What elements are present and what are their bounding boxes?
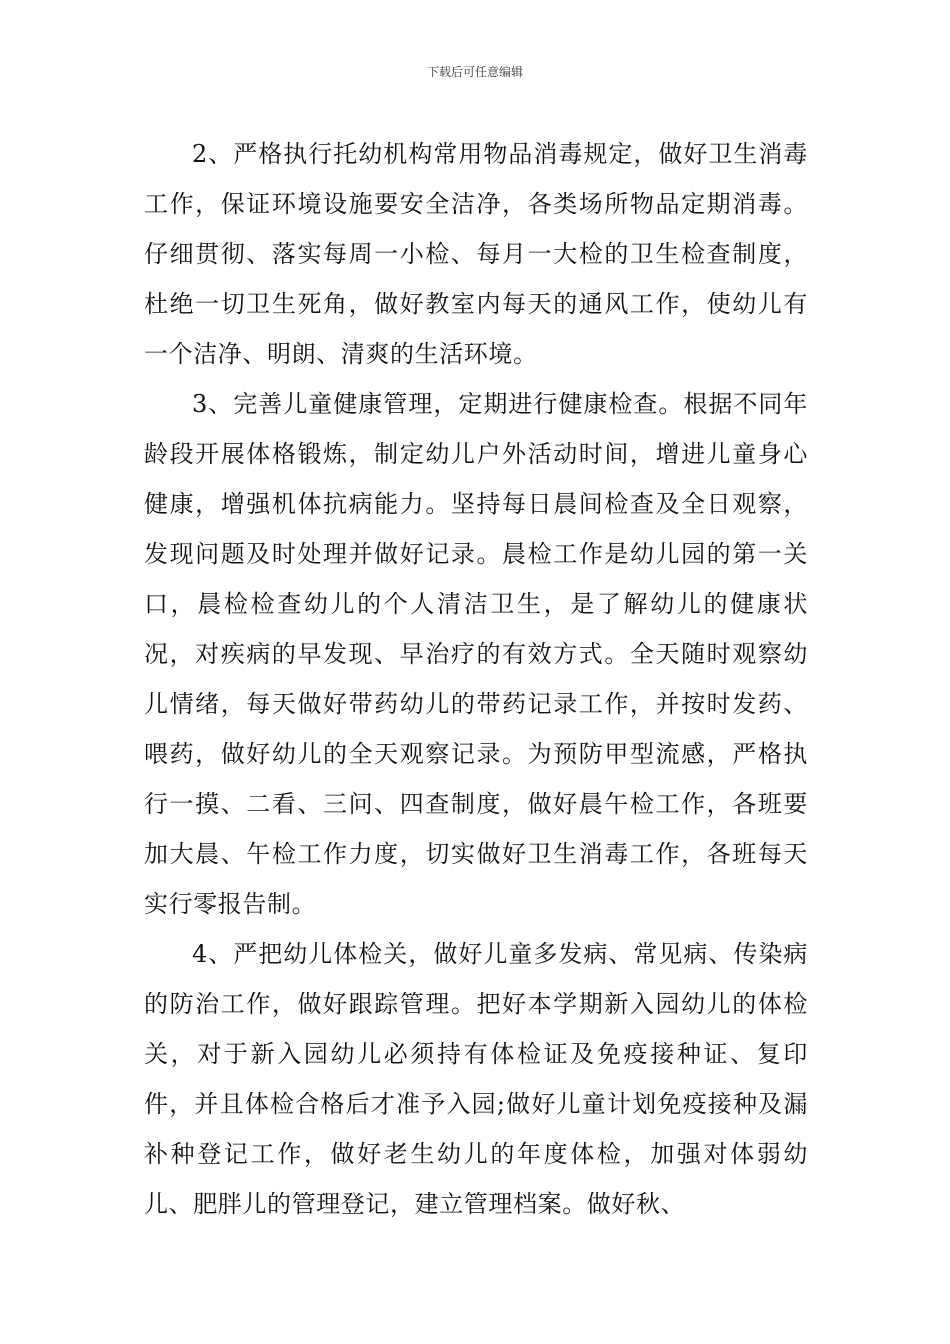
document-body xyxy=(144,129,808,1229)
header-note: 下载后可任意编辑 xyxy=(426,65,523,79)
paragraph-item-4: 4、严把幼儿体检关，做好儿童多发病、常见病、传染病的防治工作，做好跟踪管理。把好本学期新入园幼儿的体检关，对于新入园幼儿必须持有体检证及免疫接种证、复印件，并且体检合格后才准予入园;做好儿童计划免疫接种及漏补种登记工作，做好老生幼儿的年度体检，加强对体弱幼儿、肥胖儿的管理登记，建立管理档案。做好秋、 xyxy=(144,940,808,1218)
paragraph-item-2: 2、严格执行托幼机构常用物品消毒规定，做好卫生消毒工作，保证环境设施要安全洁净，各类场所物品定期消毒。仔细贯彻、落实每周一小检、每月一大检的卫生检查制度，杜绝一切卫生死角，做好教室内每天的通风工作，使幼儿有一个洁净、明朗、清爽的生活环境。 xyxy=(144,140,808,368)
paragraph-item-3: 3、完善儿童健康管理，定期进行健康检查。根据不同年龄段开展体格锻炼，制定幼儿户外活动时间，增进儿童身心健康，增强机体抗病能力。坚持每日晨间检查及全日观察，发现问题及时处理并做好记录。晨检工作是幼儿园的第一关口，晨检检查幼儿的个人清洁卫生，是了解幼儿的健康状况，对疾病的早发现、早治疗的有效方式。全天随时观察幼儿情绪，每天做好带药幼儿的带药记录工作，并按时发药、喂药，做好幼儿的全天观察记录。为预防甲型流感，严格执行一摸、二看、三问、四查制度，做好晨午检工作，各班要加大晨、午检工作力度，切实做好卫生消毒工作，各班每天实行零报告制。 xyxy=(144,390,808,918)
